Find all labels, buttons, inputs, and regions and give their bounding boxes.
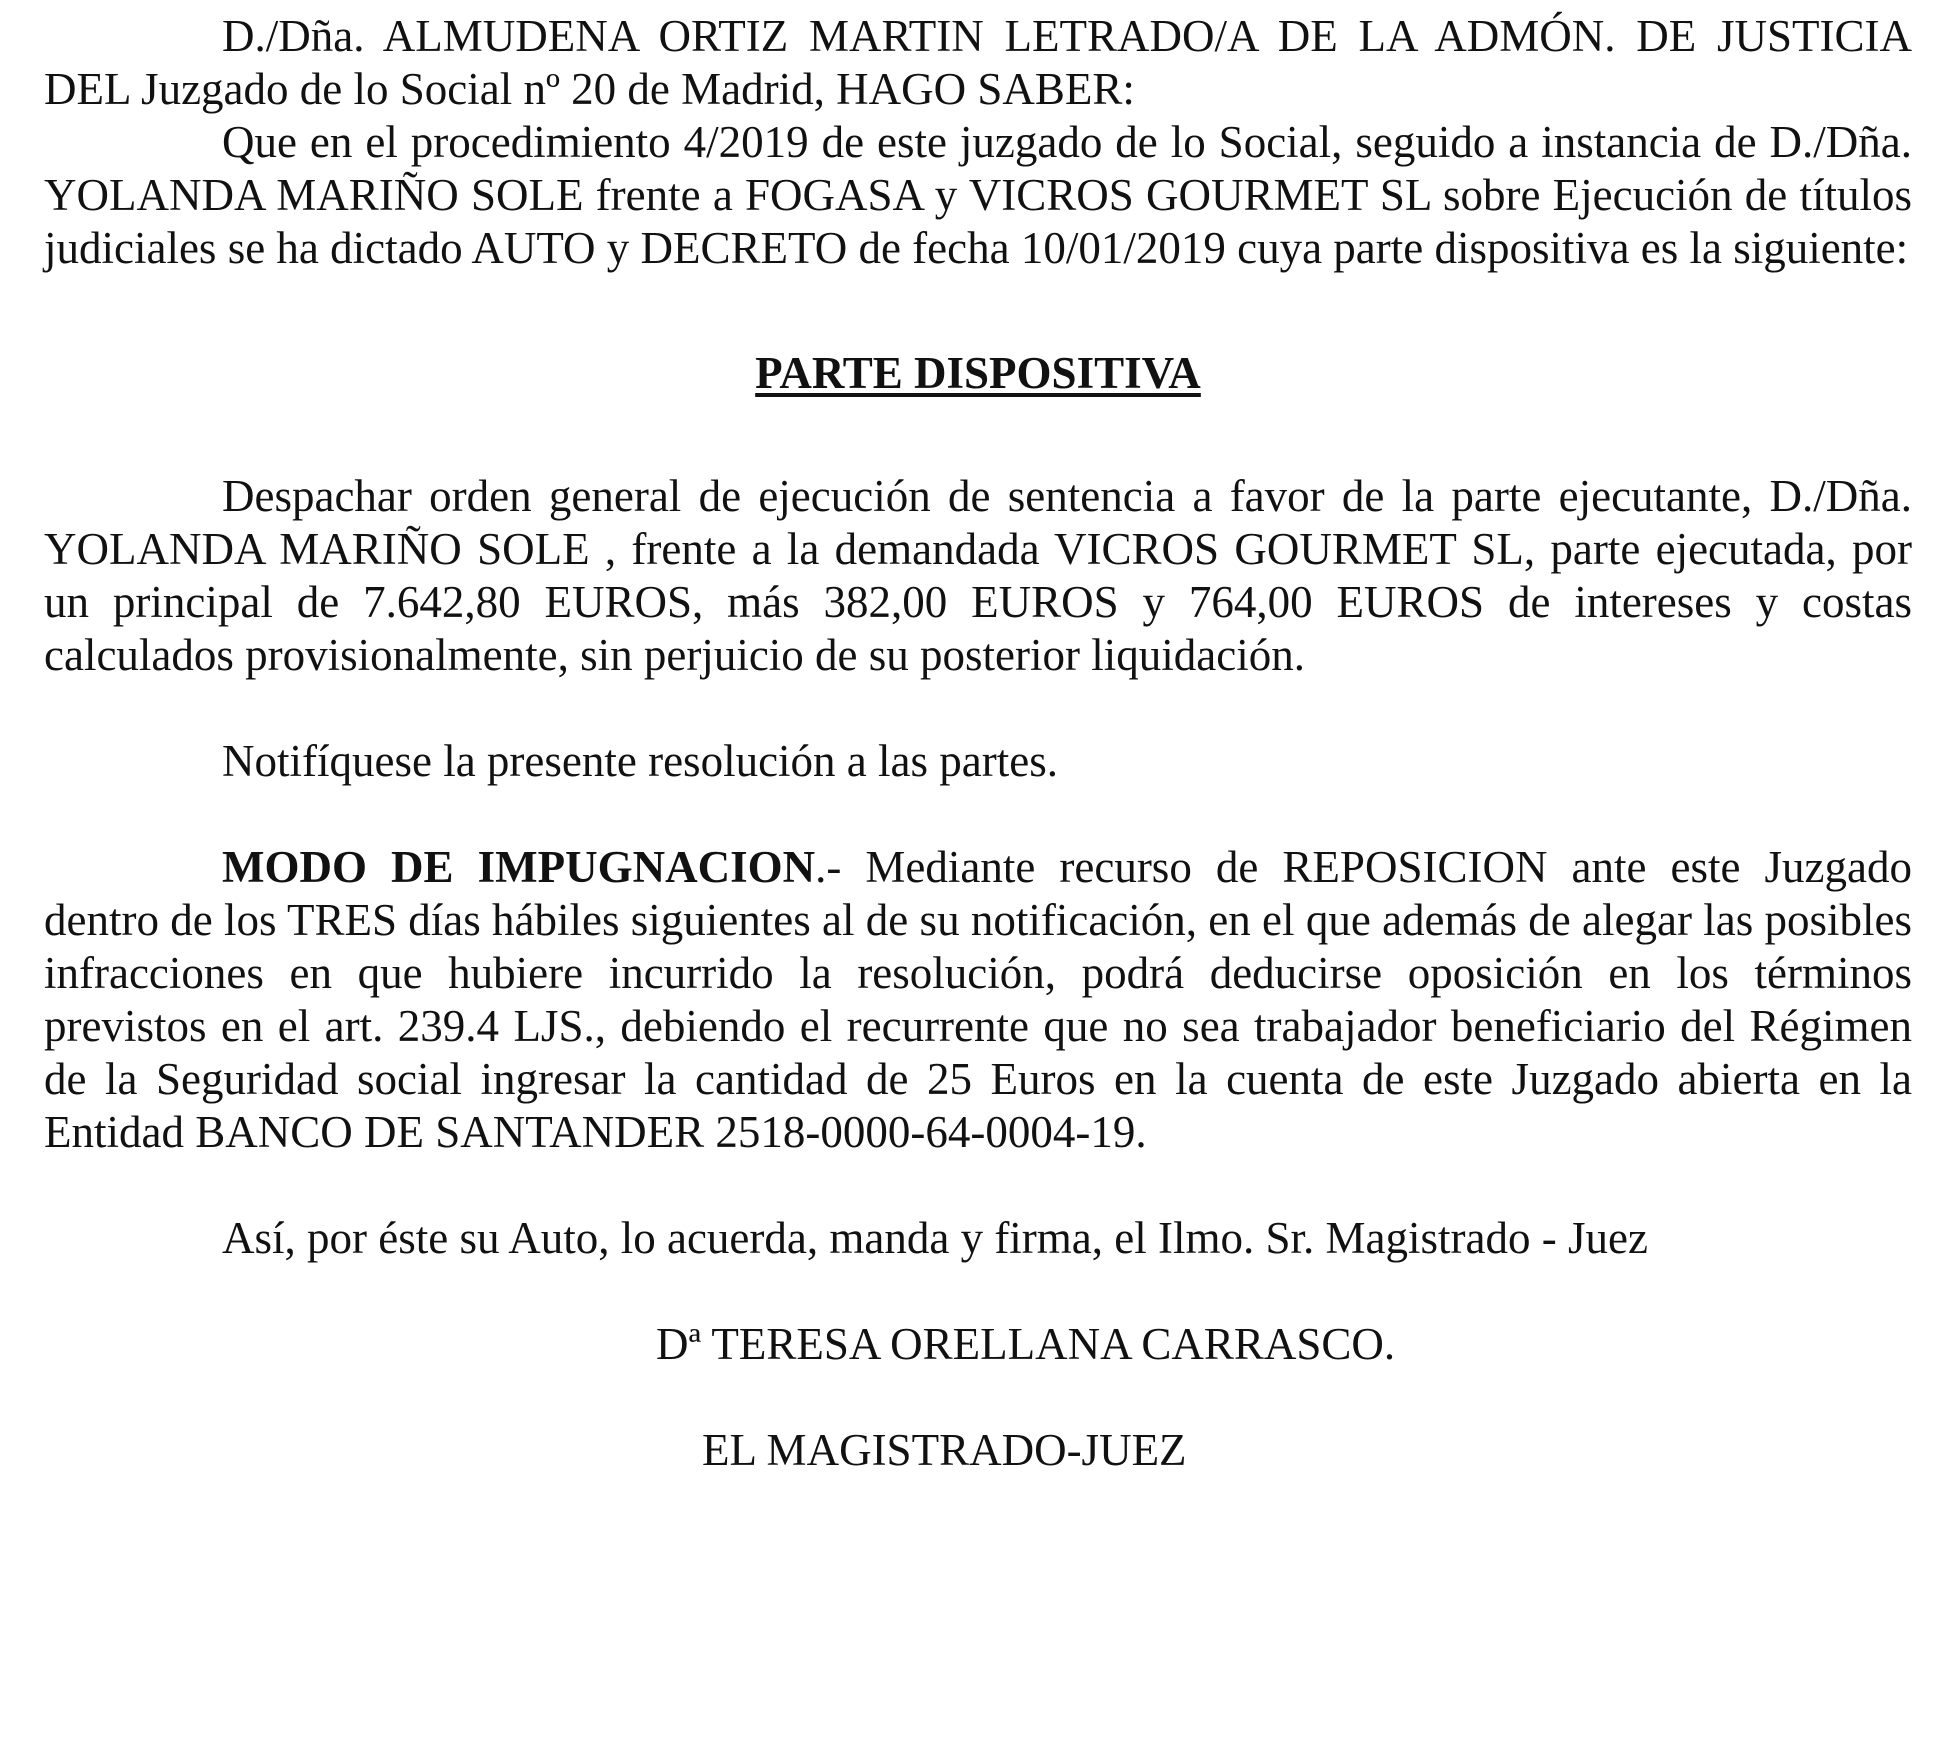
procedure-paragraph: Que en el procedimiento 4/2019 de este juzgado de lo Social, seguido a instancia de D./Dña. YOLANDA MARIÑO SOLE frente a FOGASA y VICROS GOURMET SL sobre Ejecución de títulos judiciales se ha dictado AUTO y DECRETO de fecha 10/01/2019 cuya parte dispositiva es la siguiente: xyxy=(44,117,1912,273)
appeal-paragraph xyxy=(44,841,1912,1159)
appeal-text: .- Mediante recurso de REPOSICION ante este Juzgado dentro de los TRES días hábiles siguientes al de su notificación, en el que además de alegar las posibles infracciones en que hubiere incurrido la resolución, podrá deducirse oposición en los términos previstos en el art. 239.4 LJS., debiendo el recurrente que no sea trabajador beneficiario del Régimen de la Seguridad social ingresar la cantidad de 25 Euros en la cuenta de este Juzgado abierta en la Entidad BANCO DE SANTANDER 2518-0000-64-0004-19. xyxy=(44,842,1912,1157)
order-paragraph: Despachar orden general de ejecución de sentencia a favor de la parte ejecutante, D./Dña. YOLANDA MARIÑO SOLE , frente a la demandada VICROS GOURMET SL, parte ejecutada, por un principal de 7.642,80 EUROS, más 382,00 EUROS y 764,00 EUROS de intereses y costas calculados provisionalmente, sin perjuicio de su posterior liquidación. xyxy=(44,471,1912,680)
notify-paragraph: Notifíquese la presente resolución a las partes. xyxy=(222,736,1058,786)
section-heading: PARTE DISPOSITIVA xyxy=(755,348,1201,398)
document-page xyxy=(44,10,1912,1477)
intro-paragraph: D./Dña. ALMUDENA ORTIZ MARTIN LETRADO/A DE LA ADMÓN. DE JUSTICIA DEL Juzgado de lo Social nº 20 de Madrid, HAGO SABER: xyxy=(44,11,1912,114)
appeal-label: MODO DE IMPUGNACION xyxy=(222,842,816,892)
closing-line: Así, por éste su Auto, lo acuerda, manda y firma, el Ilmo. Sr. Magistrado - Juez xyxy=(222,1213,1648,1263)
signer-title: EL MAGISTRADO-JUEZ xyxy=(702,1425,1187,1475)
section-heading-wrap xyxy=(44,347,1912,400)
signer-name: Dª TERESA ORELLANA CARRASCO. xyxy=(656,1319,1396,1369)
